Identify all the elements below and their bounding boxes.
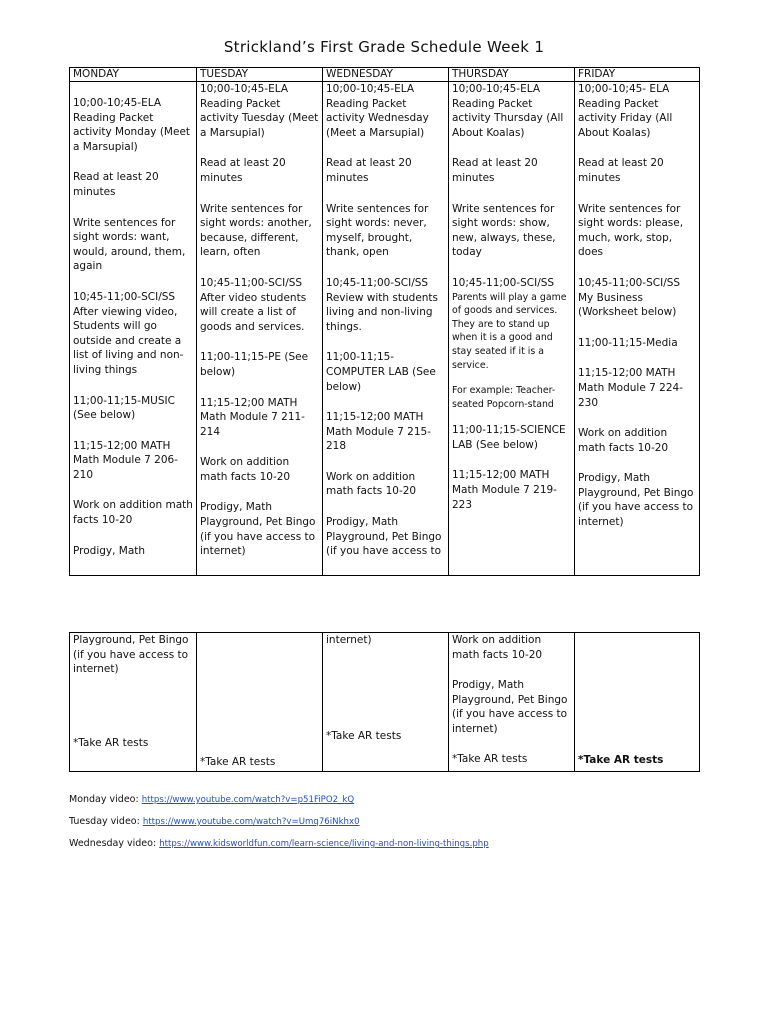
friday-cell-cont: [575, 633, 700, 772]
header-tuesday: TUESDAY: [197, 68, 323, 82]
tuesday-video-link[interactable]: https://www.youtube.com/watch?v=Umq76iNkhx0: [142, 817, 360, 827]
monday-ar-tests: *Take AR tests: [73, 737, 149, 749]
tuesday-sci-ss: 10;45-11;00-SCI/SS After video students will create a list of goods and services.: [200, 276, 307, 333]
friday-math: 11;15-12;00 MATH Math Module 7 224-230: [578, 367, 683, 409]
friday-reading: Read at least 20 minutes: [578, 157, 664, 184]
wednesday-sight-words: Write sentences for sight words: never, myself, brought, thank, open: [326, 202, 429, 259]
tuesday-video-label: Tuesday video:: [69, 816, 140, 827]
tuesday-sight-words: Write sentences for sight words: another, because, different, learn, often: [200, 202, 312, 259]
tuesday-cell: [197, 82, 323, 576]
wednesday-sci-ss: 10;45-11;00-SCI/SS Review with students living and non-living things.: [326, 276, 439, 333]
wednesday-math-facts: Work on addition math facts 10-20: [326, 470, 417, 498]
tuesday-pe: 11;00-11;15-PE (See below): [200, 351, 309, 378]
header-row: [70, 68, 700, 82]
friday-sci-ss: 10;45-11;00-SCI/SS My Business (Worksheet below): [578, 276, 681, 319]
monday-ela: 10;00-10;45-ELA Reading Packet activity Monday (Meet a Marsupial): [73, 97, 191, 153]
table-row: [70, 82, 700, 576]
monday-video-link[interactable]: https://www.youtube.com/watch?v=p51FiPO2_kQ: [141, 795, 355, 805]
friday-ela: 10;00-10;45- ELA Reading Packet activity Friday (All About Koalas): [578, 83, 673, 139]
header-monday: MONDAY: [70, 68, 197, 82]
wednesday-cell: [323, 82, 449, 576]
friday-math-facts: Work on addition math facts 10-20: [578, 427, 669, 454]
monday-prodigy: Prodigy, Math: [73, 544, 146, 557]
thursday-cell: [449, 82, 575, 576]
tuesday-math: 11;15-12;00 MATH Math Module 7 211-214: [200, 396, 305, 438]
tuesday-prodigy: Prodigy, Math Playground, Pet Bingo (if you have access to internet): [200, 501, 316, 558]
wednesday-math: 11;15-12;00 MATH Math Module 7 215-218: [326, 411, 431, 453]
tuesday-ar-tests: *Take AR tests: [200, 756, 276, 768]
monday-video-line: [69, 794, 354, 806]
wednesday-reading: Read at least 20 minutes: [326, 157, 412, 184]
thursday-math: 11;15-12;00 MATH Math Module 7 219-223: [452, 469, 557, 511]
schedule-table-continued: [69, 632, 700, 772]
friday-sight-words: Write sentences for sight words: please, much, work, stop, does: [578, 202, 684, 259]
wednesday-cell-cont: [323, 633, 449, 772]
thursday-sci-ss: 10;45-11;00-SCI/SS: [452, 276, 555, 289]
thursday-cell-cont: [449, 633, 575, 772]
wednesday-video-link[interactable]: https://www.kidsworldfun.com/learn-science/living-and-non-living-things.php: [159, 839, 489, 849]
monday-math-facts: Work on addition math facts 10-20: [73, 499, 193, 527]
schedule-table: [69, 67, 700, 576]
thursday-sight-words: Write sentences for sight words: show, new, always, these, today: [452, 202, 556, 259]
tuesday-math-facts: Work on addition math facts 10-20: [200, 456, 291, 483]
wednesday-video-label: Wednesday video:: [69, 838, 157, 849]
wednesday-prodigy-cont: internet): [326, 634, 372, 646]
monday-cell: [70, 82, 197, 576]
thursday-science-lab: 11;00-11;15-SCIENCE LAB (See below): [452, 424, 566, 451]
friday-media: 11;00-11;15-Media: [578, 336, 678, 349]
monday-math: 11;15-12;00 MATH Math Module 7 206-210: [73, 439, 178, 481]
monday-reading: Read at least 20 minutes: [73, 171, 159, 198]
monday-cell-cont: [70, 633, 197, 772]
thursday-reading: Read at least 20 minutes: [452, 157, 538, 184]
header-thursday: THURSDAY: [449, 68, 575, 82]
wednesday-ela: 10;00-10;45-ELA Reading Packet activity Wednesday (Meet a Marsupial): [326, 83, 429, 139]
tuesday-reading: Read at least 20 minutes: [200, 157, 286, 184]
header-wednesday: WEDNESDAY: [323, 68, 449, 82]
wednesday-ar-tests: *Take AR tests: [326, 730, 402, 742]
wednesday-computer-lab: 11;00-11;15-COMPUTER LAB (See below): [326, 351, 436, 393]
wednesday-prodigy: Prodigy, Math Playground, Pet Bingo (if you have access to: [326, 516, 442, 558]
tuesday-video-line: [69, 816, 360, 828]
monday-sci-ss: 10;45-11;00-SCI/SS After viewing video, Students will go outside and create a list of living and non-living things: [73, 290, 184, 376]
tuesday-cell-cont: [197, 633, 323, 772]
header-friday: FRIDAY: [575, 68, 700, 82]
page-title: Strickland’s First Grade Schedule Week 1: [223, 38, 545, 56]
friday-cell: [575, 82, 700, 576]
monday-music: 11;00-11;15-MUSIC (See below): [73, 394, 175, 422]
thursday-prodigy: Prodigy, Math Playground, Pet Bingo (if you have access to internet): [452, 679, 568, 735]
friday-ar-tests: *Take AR tests: [578, 754, 664, 766]
thursday-ela: 10;00-10;45-ELA Reading Packet activity Thursday (All About Koalas): [452, 83, 564, 139]
tuesday-ela: 10;00-10;45-ELA Reading Packet activity Tuesday (Meet a Marsupial): [200, 83, 319, 139]
thursday-example: For example: Teacher-seated Popcorn-stand: [452, 385, 556, 410]
friday-prodigy: Prodigy, Math Playground, Pet Bingo (if you have access to internet): [578, 472, 694, 529]
monday-prodigy-cont: Playground, Pet Bingo (if you have access to internet): [73, 634, 189, 676]
thursday-ar-tests: *Take AR tests: [452, 753, 528, 765]
wednesday-video-line: [69, 838, 489, 850]
thursday-math-facts: Work on addition math facts 10-20: [452, 634, 543, 661]
thursday-game: Parents will play a game of goods and services. They are to stand up when it is a good and stay seated if it is a service.: [452, 291, 567, 371]
table-row: [70, 633, 700, 772]
monday-video-label: Monday video:: [69, 794, 139, 805]
monday-sight-words: Write sentences for sight words: want, would, around, them, again: [73, 216, 186, 273]
